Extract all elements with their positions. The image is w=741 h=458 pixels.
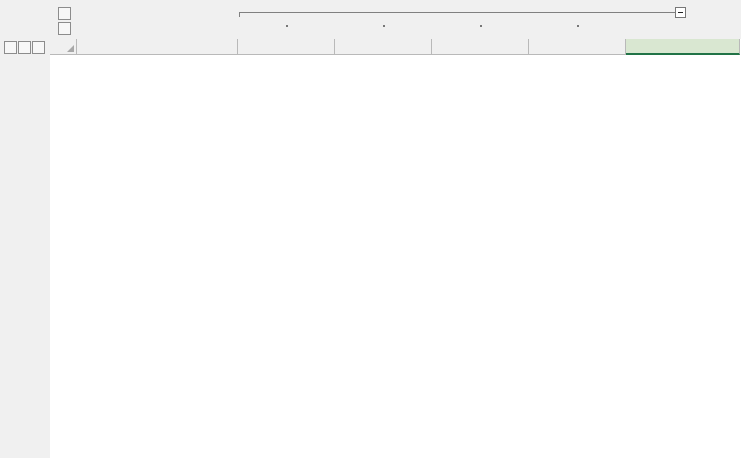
column-detail-dot bbox=[480, 25, 482, 27]
outline-header-area bbox=[0, 0, 741, 39]
column-header-a[interactable] bbox=[77, 39, 238, 55]
row-outline-level-1-button[interactable] bbox=[4, 41, 17, 54]
row-outline-gutter bbox=[0, 39, 50, 458]
collapse-column-group-button[interactable] bbox=[675, 7, 686, 18]
column-group-bracket-start bbox=[239, 12, 240, 17]
select-all-corner[interactable] bbox=[50, 39, 77, 55]
column-detail-dot bbox=[577, 25, 579, 27]
column-header-e[interactable] bbox=[529, 39, 626, 55]
column-header-b[interactable] bbox=[238, 39, 335, 55]
column-detail-dot bbox=[383, 25, 385, 27]
row-outline-level-3-button[interactable] bbox=[32, 41, 45, 54]
column-detail-dot bbox=[286, 25, 288, 27]
row-outline-level-2-button[interactable] bbox=[18, 41, 31, 54]
column-header-d[interactable] bbox=[432, 39, 529, 55]
select-all-triangle-icon bbox=[67, 45, 74, 52]
column-header-c[interactable] bbox=[335, 39, 432, 55]
col-outline-level-2-button[interactable] bbox=[58, 22, 71, 35]
column-group-bracket bbox=[239, 12, 675, 13]
column-header-f[interactable] bbox=[626, 39, 740, 55]
col-outline-level-1-button[interactable] bbox=[58, 7, 71, 20]
